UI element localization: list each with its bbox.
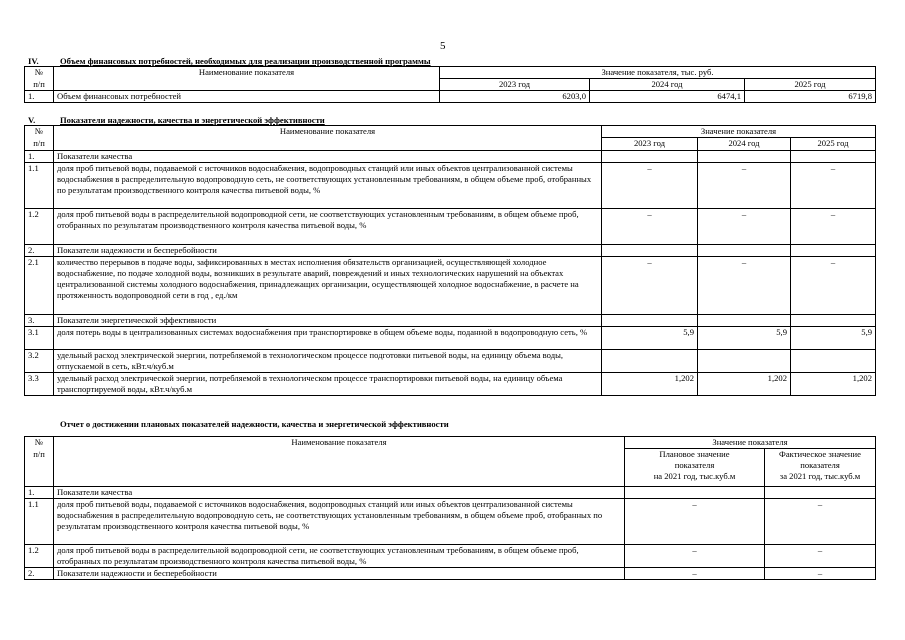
- row-name: Показатели качества: [54, 487, 625, 499]
- row-value: –: [602, 257, 698, 315]
- row-num: 1.: [25, 91, 54, 103]
- row-num: 1.: [25, 487, 54, 499]
- row-num: 3.1: [25, 327, 54, 350]
- col-header-num-sub: п/п: [25, 449, 54, 487]
- row-value: –: [625, 568, 765, 580]
- col-header-name: Наименование показателя: [54, 437, 625, 449]
- row-name: доля потерь воды в централизованных системах водоснабжения при транспортировке в общем объеме воды, поданной в водопроводную сеть, %: [54, 327, 602, 350]
- section-iv-heading: [28, 56, 431, 66]
- year-header: 2025 год: [745, 79, 876, 91]
- row-name: Показатели надежности и бесперебойности: [54, 568, 625, 580]
- row-value: 5,9: [602, 327, 698, 350]
- row-value: [698, 315, 791, 327]
- row-name: удельный расход электрической энергии, потребляемой в технологическом процессе транспортировки питьевой воды, на единицу объема транспортируемой воды, кВт.ч/куб.м: [54, 373, 602, 396]
- row-value: –: [602, 209, 698, 245]
- row-num: 2.1: [25, 257, 54, 315]
- col-header-value: Значение показателя: [602, 126, 876, 138]
- table-row: [25, 545, 876, 568]
- row-name: Показатели качества: [54, 151, 602, 163]
- row-value: –: [698, 257, 791, 315]
- section-number: IV.: [28, 56, 39, 66]
- row-name: доля проб питьевой воды в распределительной водопроводной сети, не соответствующих установленным требованиям, в общем объеме проб, отобранных по результатам производственного контроля качества питьевой воды, %: [54, 209, 602, 245]
- table-row: [25, 568, 876, 580]
- row-name: Показатели энергетической эффективности: [54, 315, 602, 327]
- table-row: [25, 499, 876, 545]
- section-v-heading: [28, 115, 325, 125]
- row-value: [698, 245, 791, 257]
- fact-value-header: Фактическое значение показателя за 2021 год, тыс.куб.м: [765, 449, 876, 487]
- row-num: 1.1: [25, 163, 54, 209]
- year-header: 2023 год: [440, 79, 590, 91]
- row-value: [698, 350, 791, 373]
- table-row: [25, 209, 876, 245]
- row-value: –: [765, 568, 876, 580]
- col-header-num: №: [25, 437, 54, 449]
- col-header-value: Значение показателя, тыс. руб.: [440, 67, 876, 79]
- row-value: [602, 151, 698, 163]
- row-value: 6474,1: [590, 91, 745, 103]
- page-number: 5: [440, 40, 446, 52]
- row-num: 2.: [25, 245, 54, 257]
- col-header-name-cont: [54, 449, 625, 487]
- row-num: 2.: [25, 568, 54, 580]
- col-header-num-sub: п/п: [25, 79, 54, 91]
- row-value: 1,202: [698, 373, 791, 396]
- year-header: 2024 год: [590, 79, 745, 91]
- section-number: V.: [28, 115, 36, 125]
- row-num: 1.1: [25, 499, 54, 545]
- col-header-num-sub: п/п: [25, 138, 54, 151]
- row-name: Показатели надежности и бесперебойности: [54, 245, 602, 257]
- col-header-num: №: [25, 67, 54, 79]
- col-header-name-cont: [54, 138, 602, 151]
- section-title: Показатели надежности, качества и энергетической эффективности: [60, 115, 325, 125]
- row-value: [602, 245, 698, 257]
- plan-value-header: Плановое значение показателя на 2021 год, тыс.куб.м: [625, 449, 765, 487]
- col-header-name: Наименование показателя: [54, 67, 440, 79]
- row-num: 3.3: [25, 373, 54, 396]
- row-num: 3.2: [25, 350, 54, 373]
- table-row: [25, 315, 876, 327]
- col-header-name: Наименование показателя: [54, 126, 602, 138]
- row-value: 6203,0: [440, 91, 590, 103]
- row-value: [698, 151, 791, 163]
- row-value: [791, 350, 876, 373]
- row-name: удельный расход электрической энергии, потребляемой в технологическом процессе подготовки питьевой воды, на единицу объема воды, отпускаемой в сеть, кВт.ч/куб.м: [54, 350, 602, 373]
- row-value: [791, 151, 876, 163]
- report-title: Отчет о достижении плановых показателей надежности, качества и энергетической эффективности: [60, 419, 449, 429]
- row-name: доля проб питьевой воды, подаваемой с источников водоснабжения, водопроводных станций или иных объектов централизованной системы водоснабжения в распределительную водопроводную сеть, не соответствующих установленным требованиям, в общем объеме проб, отобранных по результатам производственного контроля качества питьевой воды, %: [54, 499, 625, 545]
- reliability-indicators-table: [24, 125, 876, 396]
- row-value: –: [625, 499, 765, 545]
- table-row: [25, 245, 876, 257]
- row-num: 1.: [25, 151, 54, 163]
- row-value: –: [625, 545, 765, 568]
- row-value: –: [765, 499, 876, 545]
- table-row: [25, 91, 876, 103]
- row-value: 1,202: [791, 373, 876, 396]
- row-value: [602, 350, 698, 373]
- financial-needs-table: [24, 66, 876, 103]
- row-value: [602, 315, 698, 327]
- report-table: [24, 436, 876, 580]
- row-num: 1.2: [25, 545, 54, 568]
- row-value: [765, 487, 876, 499]
- row-value: 6719,8: [745, 91, 876, 103]
- col-header-name-cont: [54, 79, 440, 91]
- col-header-num: №: [25, 126, 54, 138]
- year-header: 2024 год: [698, 138, 791, 151]
- row-num: 3.: [25, 315, 54, 327]
- row-name: доля проб питьевой воды, подаваемой с источников водоснабжения, водопроводных станций или иных объектов централизованной системы водоснабжения в распределительную водопроводную сеть, не соответствующих установленным требованиям, в общем объеме проб, отобранных по результатам производственного контроля качества питьевой воды, %: [54, 163, 602, 209]
- year-header: 2023 год: [602, 138, 698, 151]
- row-name: Объем финансовых потребностей: [54, 91, 440, 103]
- table-row: [25, 151, 876, 163]
- col-header-value: Значение показателя: [625, 437, 876, 449]
- table-row: [25, 373, 876, 396]
- table-row: [25, 350, 876, 373]
- section-title: Объем финансовых потребностей, необходимых для реализации производственной программы: [60, 56, 431, 66]
- row-value: 5,9: [791, 327, 876, 350]
- report-heading: [60, 419, 449, 429]
- row-value: [791, 245, 876, 257]
- row-value: 5,9: [698, 327, 791, 350]
- table-row: [25, 257, 876, 315]
- row-value: –: [698, 163, 791, 209]
- row-name: доля проб питьевой воды в распределительной водопроводной сети, не соответствующих установленным требованиям, в общем объеме проб, отобранных по результатам производственного контроля качества питьевой воды, %: [54, 545, 625, 568]
- row-value: –: [698, 209, 791, 245]
- row-value: [791, 315, 876, 327]
- row-value: 1,202: [602, 373, 698, 396]
- row-name: количество перерывов в подаче воды, зафиксированных в местах исполнения обязательств организацией, осуществляющей холодное водоснабжение, по подаче холодной воды, возникших в результате аварий, повреждений и иных технологических нарушений на объектах централизованной системы холодного водоснабжения, принадлежащих организации, осуществляющей холодное водоснабжение, в расчете на протяженность водопроводной сети в год , ед./км: [54, 257, 602, 315]
- table-row: [25, 327, 876, 350]
- table-row: [25, 163, 876, 209]
- row-value: [625, 487, 765, 499]
- row-value: –: [765, 545, 876, 568]
- row-value: –: [791, 209, 876, 245]
- year-header: 2025 год: [791, 138, 876, 151]
- table-row: [25, 487, 876, 499]
- row-num: 1.2: [25, 209, 54, 245]
- row-value: –: [791, 163, 876, 209]
- row-value: –: [602, 163, 698, 209]
- row-value: –: [791, 257, 876, 315]
